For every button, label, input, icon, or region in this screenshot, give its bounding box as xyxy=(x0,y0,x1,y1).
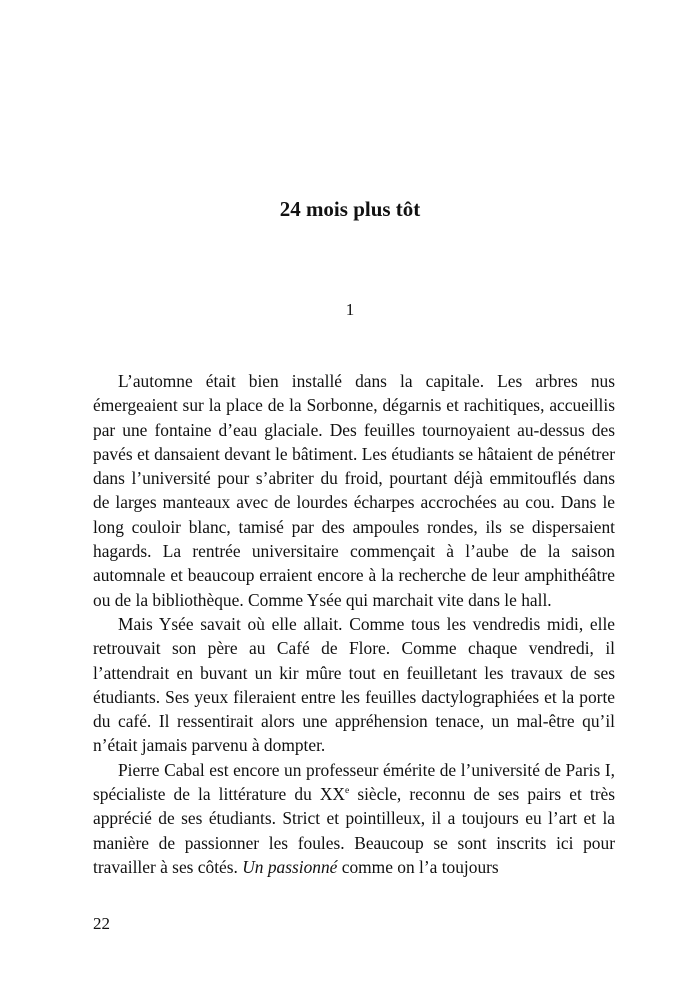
italic-phrase: Un passionné xyxy=(242,856,338,877)
section-number: 1 xyxy=(345,300,355,319)
page-number: 22 xyxy=(93,914,110,933)
paragraph: L’automne était bien installé dans la capitale. Les arbres nus émergeaient sur la place de la Sorbonne, dégarnis et rachitiques, accueillis par une fontaine d’eau glaciale. Des feuilles tournoyaient au-dessus des pavés et dansaient devant le bâtiment. Les étudiants se hâtaient de pénétrer dans l’université pour s’abriter du froid, pourtant déjà emmitouflés dans de larges manteaux avec de lourdes écharpes accrochées au cou. Dans le long couloir blanc, tamisé par des ampoules rondes, ils se dispersaient hagards. La rentrée universitaire commençait à l’aube de la saison automnale et beaucoup erraient encore à la recherche de leur amphithéâtre ou de la bibliothèque. Comme Ysée qui marchait vite dans le hall. xyxy=(93,371,615,610)
body-text xyxy=(93,369,615,879)
chapter-title: 24 mois plus tôt xyxy=(279,197,421,221)
paragraph xyxy=(93,758,615,879)
paragraph-text: comme on l’a toujours xyxy=(337,856,499,877)
paragraph-text: siècle, reconnu de ses pairs et très apprécié de ses étudiants. Strict et pointilleux, il a toujours eu l’art et la manière de passionner les foules. Beaucoup se sont inscrits ici pour travailler à ses côtés. xyxy=(93,784,615,877)
paragraph-text: Pierre Cabal est encore un professeur émérite de l’université de Paris I, spécialiste de la littérature du XX xyxy=(93,759,615,805)
century-superscript: e xyxy=(344,784,350,796)
paragraph: Mais Ysée savait où elle allait. Comme tous les vendredis midi, elle retrouvait son père au Café de Flore. Comme chaque vendredi, il l’attendrait en buvant un kir mûre tout en feuilletant les travaux de ses étudiants. Ses yeux fileraient entre les feuilles dactylographiées et la porte du café. Il ressentirait alors une appréhension tenace, un mal-être qu’il n’était jamais parvenu à dompter. xyxy=(93,613,615,756)
